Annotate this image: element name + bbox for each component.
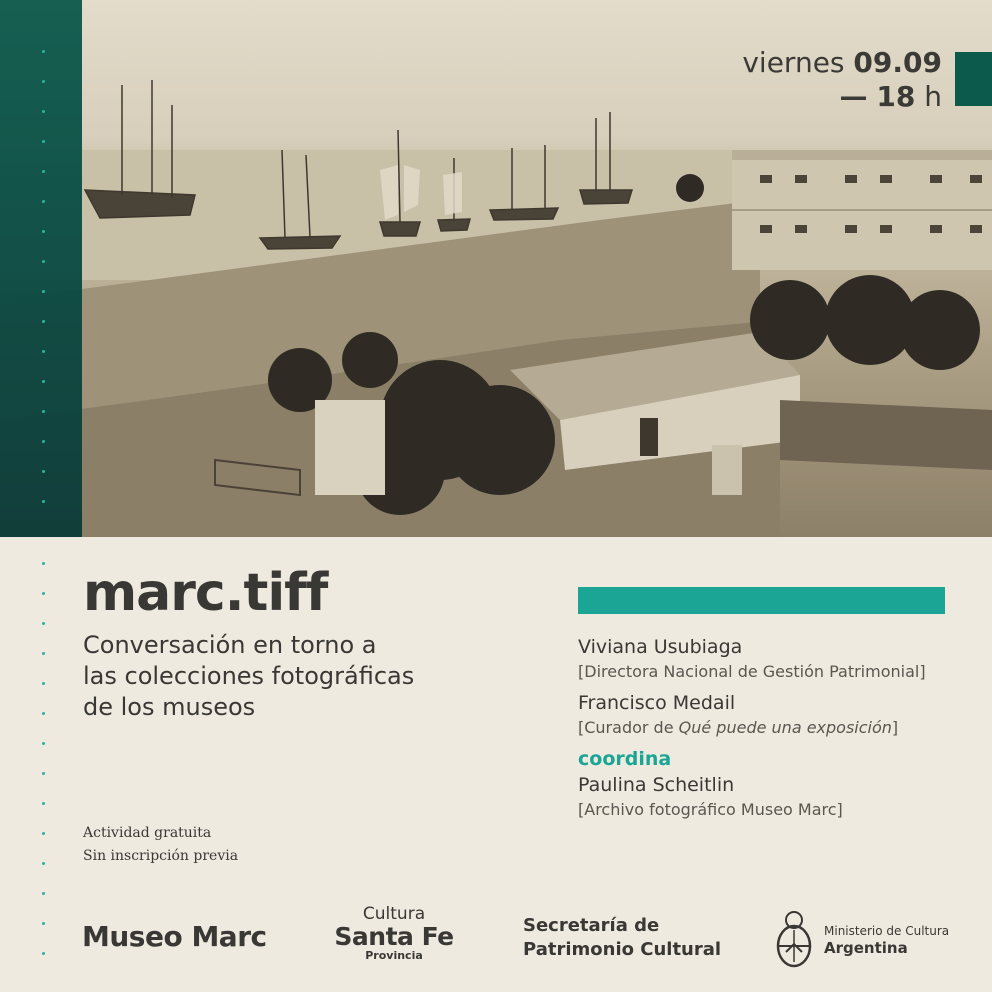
ministerio-text	[824, 924, 964, 957]
speakers-list	[578, 634, 978, 828]
small-hut	[780, 400, 992, 470]
info-free: Actividad gratuita	[83, 825, 212, 841]
secretaria-line: Patrimonio Cultural	[523, 939, 722, 960]
small-house	[315, 400, 385, 495]
sentry-box	[712, 445, 742, 495]
date-accent-tab	[955, 52, 992, 106]
museo-marc-logo: Museo Marc	[82, 920, 267, 953]
event-time-unit: h	[924, 80, 942, 113]
coordinator-role: [Archivo fotográfico Museo Marc]	[578, 800, 843, 819]
ministerio-cultura-logo	[774, 908, 950, 968]
santafe-top: Cultura	[362, 904, 426, 924]
santafe-sub: Provincia	[365, 949, 423, 962]
event-info	[83, 822, 238, 868]
decorative-teal-strip	[0, 0, 82, 537]
speaker-role-suffix: ]	[891, 718, 899, 737]
speaker-role: [Directora Nacional de Gestión Patrimonial]	[578, 662, 926, 681]
subtitle-line: las colecciones fotográficas	[83, 662, 415, 690]
sponsor-logos	[0, 900, 992, 980]
coordinator-name: Paulina Scheitlin	[578, 774, 735, 796]
decorative-dot-column	[42, 0, 46, 992]
speaker-name: Viviana Usubiaga	[578, 636, 743, 658]
event-datetime	[742, 46, 942, 114]
santafe-main: Santa Fe	[334, 922, 454, 951]
subtitle-line: Conversación en torno a	[83, 631, 377, 659]
event-day: viernes	[742, 46, 845, 79]
secretaria-patrimonio-logo	[523, 914, 721, 962]
cultura-santa-fe-logo	[334, 904, 454, 962]
event-title: marc.tiff	[83, 563, 328, 623]
ministerio-line: Argentina	[824, 939, 908, 957]
event-time: 18	[876, 80, 916, 113]
speaker-role	[578, 716, 978, 740]
event-date: 09.09	[853, 46, 942, 79]
coordinator-label: coordina	[578, 748, 672, 770]
speaker-role-prefix: [Curador de	[578, 718, 679, 737]
speaker-name: Francisco Medail	[578, 692, 736, 714]
exhibition-title: Qué puede una exposición	[678, 718, 892, 737]
event-subtitle	[83, 630, 523, 723]
secretaria-line: Secretaría de	[523, 915, 660, 936]
ministerio-line: Ministerio de Cultura	[824, 924, 950, 938]
info-no-registration: Sin inscripción previa	[83, 848, 239, 864]
subtitle-line: de los museos	[83, 693, 256, 721]
accent-bar	[578, 587, 945, 614]
event-dash: —	[839, 80, 868, 113]
coat-of-arms-icon	[774, 908, 814, 970]
